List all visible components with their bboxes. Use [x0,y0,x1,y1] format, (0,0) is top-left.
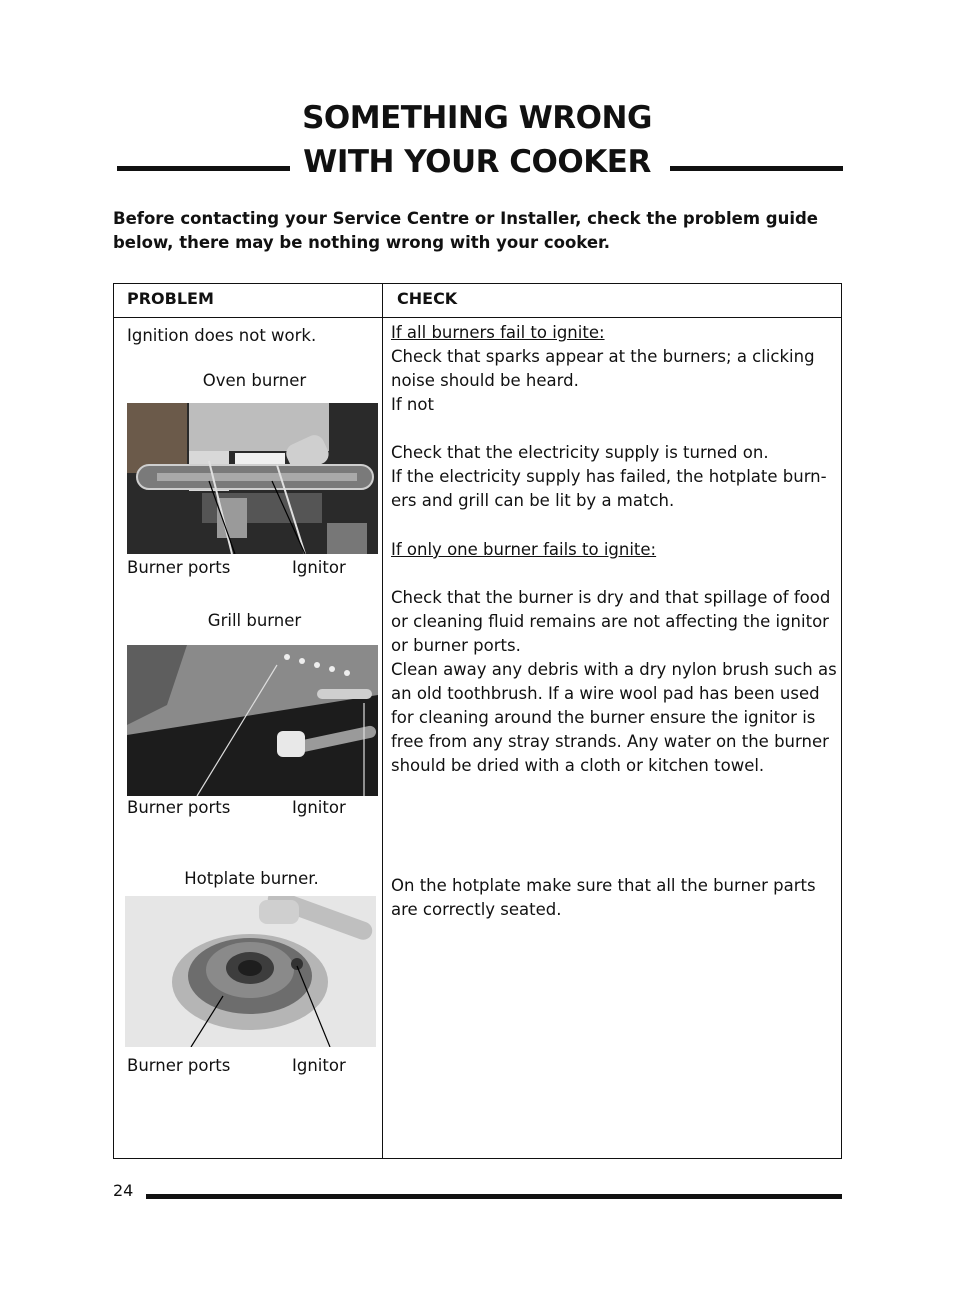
check-line: free from any stray strands. Any water on the burner [391,732,829,751]
check-line: ers and grill can be lit by a match. [391,491,675,510]
oven-ignitor-label: Ignitor [292,558,346,577]
problem-text: Ignition does not work. [127,326,317,345]
check-heading-one-burner: If only one burner fails to ignite: [391,540,657,559]
column-divider [382,284,383,1158]
check-line: or cleaning fluid remains are not affecting the ignitor [391,612,829,631]
oven-burner-photo [127,403,378,554]
oven-burner-ports-label: Burner ports [127,558,231,577]
check-line: an old toothbrush. If a wire wool pad has been used [391,684,820,703]
grill-burner-label: Grill burner [207,611,302,630]
check-line: for cleaning around the burner ensure the ignitor is [391,708,816,727]
check-line: If the electricity supply has failed, the hotplate burn- [391,467,827,486]
check-line: If not [391,395,434,414]
page-number: 24 [113,1181,134,1200]
grill-ignitor-label: Ignitor [292,798,346,817]
check-line: are correctly seated. [391,900,562,919]
hotplate-ignitor-label: Ignitor [292,1056,346,1075]
header-problem: PROBLEM [127,289,214,308]
footer-rule [146,1194,842,1199]
check-line: Check that the burner is dry and that spillage of food [391,588,831,607]
title-line-2: WITH YOUR COOKER [303,144,651,180]
problem-table [113,283,842,1159]
check-line: Check that the electricity supply is turned on. [391,443,769,462]
title-line-1: SOMETHING WRONG [302,100,652,136]
hotplate-burner-label: Hotplate burner. [184,869,319,888]
check-line: On the hotplate make sure that all the burner parts [391,876,816,895]
check-heading-all-burners: If all burners fail to ignite: [391,323,605,342]
header-divider [114,317,841,318]
hotplate-burner-photo [125,896,376,1047]
header-check: CHECK [397,289,458,308]
grill-burner-ports-label: Burner ports [127,798,231,817]
check-line: noise should be heard. [391,371,579,390]
check-line: should be dried with a cloth or kitchen towel. [391,756,765,775]
hotplate-burner-ports-label: Burner ports [127,1056,231,1075]
grill-burner-photo [127,645,378,796]
oven-burner-label: Oven burner [202,371,307,390]
intro-text: Before contacting your Service Centre or Installer, check the problem guide below, there may be nothing wrong with your cooker. [113,209,818,252]
title-rule-right [670,166,843,171]
check-line: or burner ports. [391,636,521,655]
title-rule-left [117,166,290,171]
check-line: Check that sparks appear at the burners; a clicking [391,347,815,366]
check-line: Clean away any debris with a dry nylon brush such as [391,660,837,679]
